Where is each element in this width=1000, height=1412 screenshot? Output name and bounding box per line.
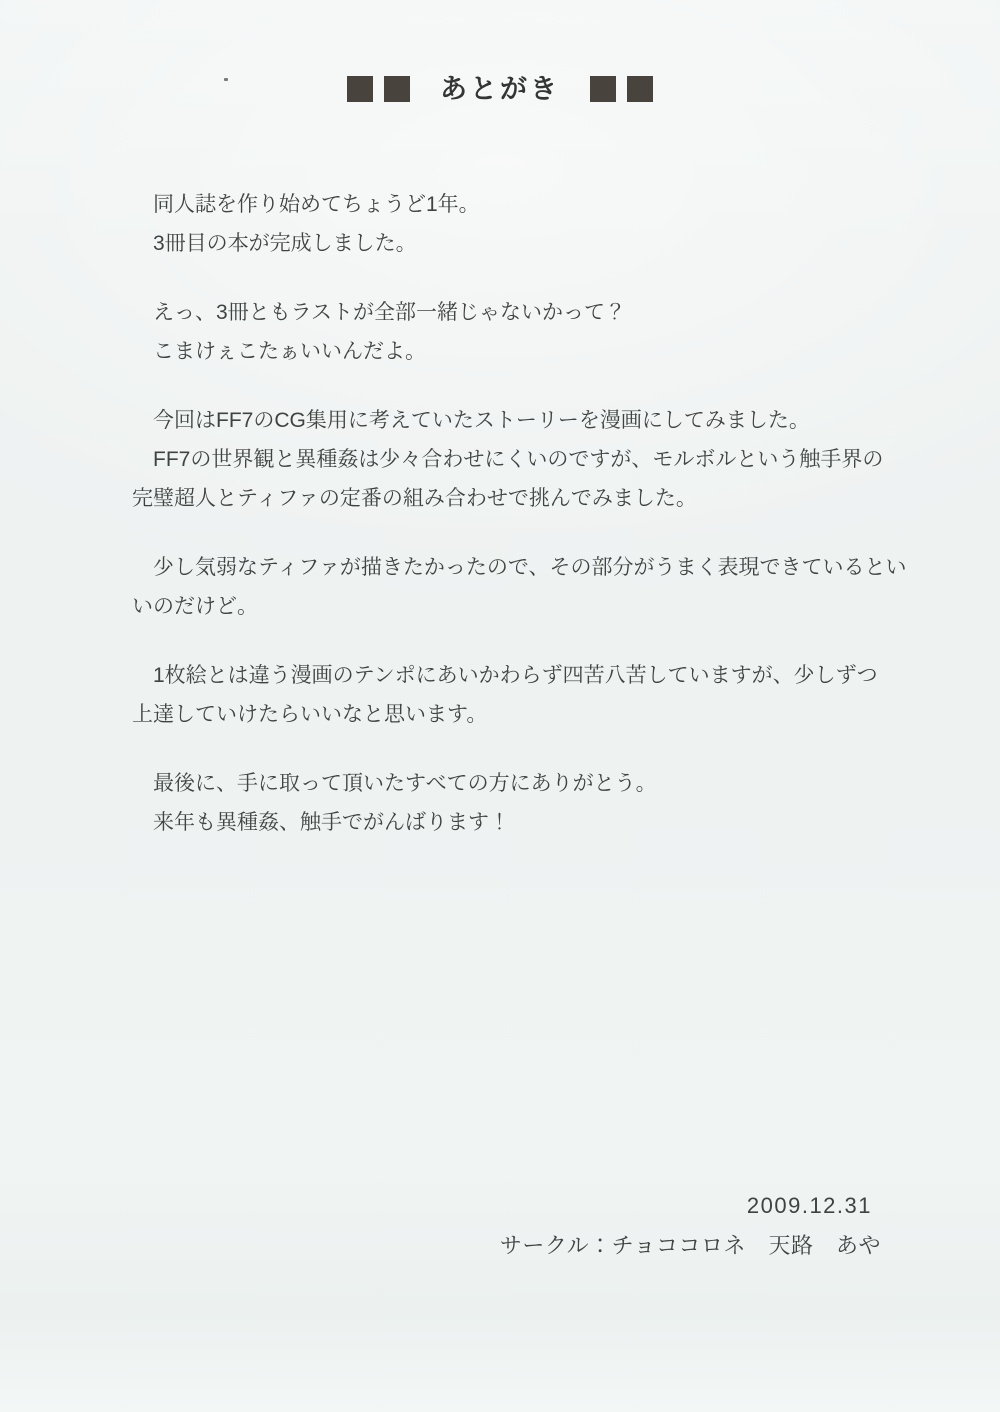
text-line: 今回はFF7のCG集用に考えていたストーリーを漫画にしてみました。: [132, 409, 810, 432]
square-icon: [384, 76, 410, 102]
afterword-body: [132, 185, 922, 872]
page-title: あとがき: [440, 74, 560, 104]
paragraph: [132, 548, 922, 626]
text-line: 最後に、手に取って頂いたすべての方にありがとう。: [132, 772, 657, 795]
title-row: [0, 76, 1000, 102]
text-line: こまけぇこたぁいいんだよ。: [132, 340, 426, 363]
paragraph: [132, 656, 922, 734]
title-left-squares: [347, 76, 410, 102]
text-line: えっ、3冊ともラストが全部一緒じゃないかって？: [132, 301, 627, 324]
text-line: 完璧超人とティファの定番の組み合わせで挑んでみました。: [132, 487, 697, 510]
paragraph: [132, 401, 922, 518]
text-line: 上達していけたらいいなと思います。: [132, 703, 488, 726]
date: 2009.12.31: [746, 1193, 872, 1218]
text-line: いのだけど。: [132, 595, 258, 618]
circle-credit: サークル：チョココロネ 天路 あや: [499, 1233, 881, 1258]
text-line: 少し気弱なティファが描きたかったので、その部分がうまく表現できているとい: [132, 556, 907, 579]
square-icon: [590, 76, 616, 102]
square-icon: [347, 76, 373, 102]
text-line: FF7の世界観と異種姦は少々合わせにくいのですが、モルボルという触手界の: [132, 448, 884, 471]
text-line: 1枚絵とは違う漫画のテンポにあいかわらず四苦八苦していますが、少しずつ: [132, 664, 878, 687]
paragraph: [132, 185, 922, 263]
title-right-squares: [590, 76, 653, 102]
text-line: 来年も異種姦、触手でがんばります！: [132, 811, 510, 834]
paragraph: [132, 293, 922, 371]
text-line: 3冊目の本が完成しました。: [132, 232, 417, 255]
paragraph: [132, 764, 922, 842]
square-icon: [627, 76, 653, 102]
text-line: 同人誌を作り始めてちょうど1年。: [132, 193, 480, 216]
